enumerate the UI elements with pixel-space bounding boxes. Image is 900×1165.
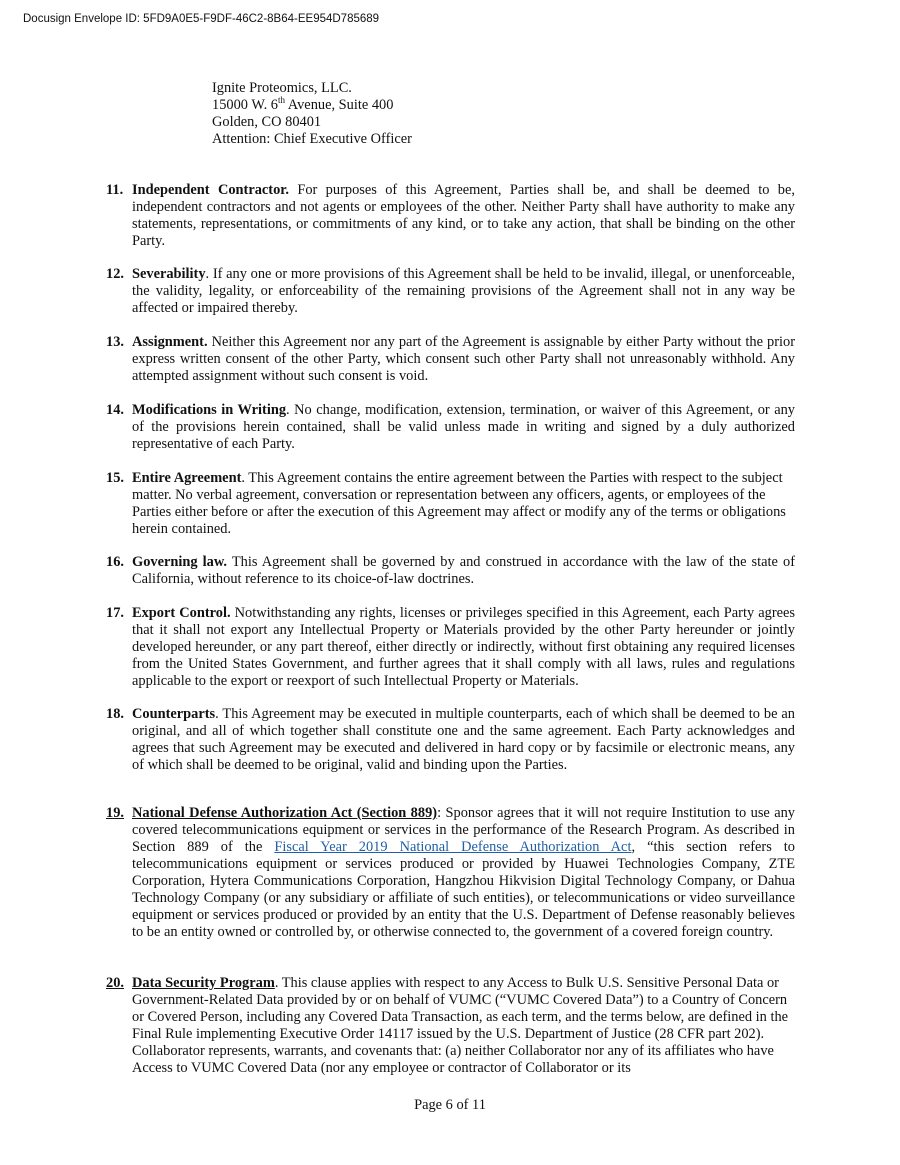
section-title: Assignment. <box>132 334 208 350</box>
section-18-counterparts <box>106 706 795 774</box>
section-17-export-control <box>106 605 795 690</box>
section-number: 16. <box>106 554 124 570</box>
section-11-independent-contractor <box>106 182 795 250</box>
section-text: . If any one or more provisions of this Agreement shall be held to be invalid, illegal, or unenforceable, the validity, legality, or enforceability of the remaining provisions of the Agreement shall not in any way be affected or impaired thereby. <box>132 266 795 316</box>
address-street: 15000 W. 6th Avenue, Suite 400 <box>212 95 394 113</box>
section-16-governing-law <box>106 554 795 588</box>
section-title: Independent Contractor. <box>132 182 289 198</box>
section-13-assignment <box>106 334 795 385</box>
ndaa-link[interactable]: Fiscal Year 2019 National Defense Authorization Act <box>274 839 632 855</box>
section-title: Governing law. <box>132 554 228 570</box>
section-text-continued: , “this section refers to telecommunications equipment or services produced or provided by Huawei Technologies Company, ZTE Corporation, Hytera Communications Corporation, Hangzhou Hikvision Digital Technology Company, or Dahua Technology Company (or any subsidiary or affiliate of such entities), or telecommunications or video surveillance equipment or services produced or provided by an entity that the U.S. Department of Defense reasonably believes to be an entity owned or controlled by, or otherwise connected to, the government of a covered foreign country. <box>132 839 796 940</box>
address-city: Golden, CO 80401 <box>212 114 322 130</box>
section-20-data-security <box>106 975 795 1077</box>
section-text: Notwithstanding any rights, licenses or privileges specified in this Agreement, each Party agrees that it shall not export any Intellectual Property or Materials provided by the other Party hereunder or jointly developed hereunder, or any part thereof, either directly or indirectly, without first obtaining any required licenses from the United States Government, and further agrees that it shall comply with all laws, rules and regulations applicable to the export or reexport of such Intellectual Property or Materials. <box>132 605 795 689</box>
section-number: 13. <box>106 334 124 350</box>
section-text: : Sponsor agrees that it will not require Institution to use any covered telecommunications equipment or services in the performance of the Research Program. As described in Section 889 of the <box>132 805 795 855</box>
section-text: . No change, modification, extension, termination, or waiver of this Agreement, or any of the provisions herein contained, shall be valid unless made in writing and signed by a duly authorized representative of each Party. <box>132 402 795 452</box>
section-15-entire-agreement <box>106 470 795 538</box>
section-number: 17. <box>106 605 124 621</box>
envelope-id: Docusign Envelope ID: 5FD9A0E5-F9DF-46C2-8B64-EE954D785689 <box>23 13 380 25</box>
section-title: Entire Agreement <box>132 470 242 486</box>
address-block <box>212 80 412 148</box>
section-14-modifications <box>106 402 795 453</box>
section-title: Counterparts <box>132 706 216 722</box>
section-number: 11. <box>106 182 124 198</box>
section-title: Severability <box>132 266 206 282</box>
section-title: Modifications in Writing <box>132 402 287 418</box>
address-attention: Attention: Chief Executive Officer <box>212 131 412 147</box>
section-number: 14. <box>106 402 124 418</box>
section-text: . This clause applies with respect to any Access to Bulk U.S. Sensitive Personal Data or Government-Related Data provided by or on behalf of VUMC (“VUMC Covered Data”) to a Country of Concern or Covered Person, including any Covered Data Transaction, as each term, and the terms below, are defined in the Final Rule implementing Executive Order 14117 issued by the U.S. Department of Justice (28 CFR part 202). Collaborator represents, warrants, and covenants that: (a) neither Collaborator nor any of its affiliates who have Access to VUMC Covered Data (nor any employee or contractor of Collaborator or its <box>132 975 789 1076</box>
section-number: 19. <box>106 805 124 821</box>
section-number: 15. <box>106 470 124 486</box>
section-text: . This Agreement contains the entire agreement between the Parties with respect to the subject matter. No verbal agreement, conversation or representation between any officers, agents, or employees of the Parties either before or after the execution of this Agreement may affect or modify any of the terms or obligations herein contained. <box>132 470 786 537</box>
section-title: National Defense Authorization Act (Section 889) <box>132 805 438 821</box>
address-company: Ignite Proteomics, LLC. <box>212 80 352 96</box>
section-text: . This Agreement may be executed in multiple counterparts, each of which shall be deemed to be an original, and all of which together shall constitute one and the same agreement. Each Party acknowledges and agrees that such Agreement may be executed and delivered in hard copy or by facsimile or electronic means, any of which shall be deemed to be original, valid and binding upon the Parties. <box>132 706 795 773</box>
section-text: For purposes of this Agreement, Parties shall be, and shall be deemed to be, independent contractors and not agents or employees of the other. Neither Party shall have authority to make any statements, representations, or commitments of any kind, or to take any action, that shall be binding on the other Party. <box>132 182 795 249</box>
section-12-severability <box>106 266 795 317</box>
section-number: 20. <box>106 975 124 991</box>
section-number: 18. <box>106 706 124 722</box>
section-title: Export Control. <box>132 605 231 621</box>
section-text: Neither this Agreement nor any part of the Agreement is assignable by either Party without the prior express written consent of the other Party, which consent such other Party shall not unreasonably withhold. Any attempted assignment without such consent is void. <box>132 334 795 384</box>
section-text: This Agreement shall be governed by and construed in accordance with the law of the state of California, without reference to its choice-of-law doctrines. <box>132 554 795 587</box>
section-title: Data Security Program <box>132 975 275 991</box>
section-number: 12. <box>106 266 124 282</box>
section-19-ndaa <box>106 805 795 941</box>
page-number: Page 6 of 11 <box>414 1097 486 1113</box>
